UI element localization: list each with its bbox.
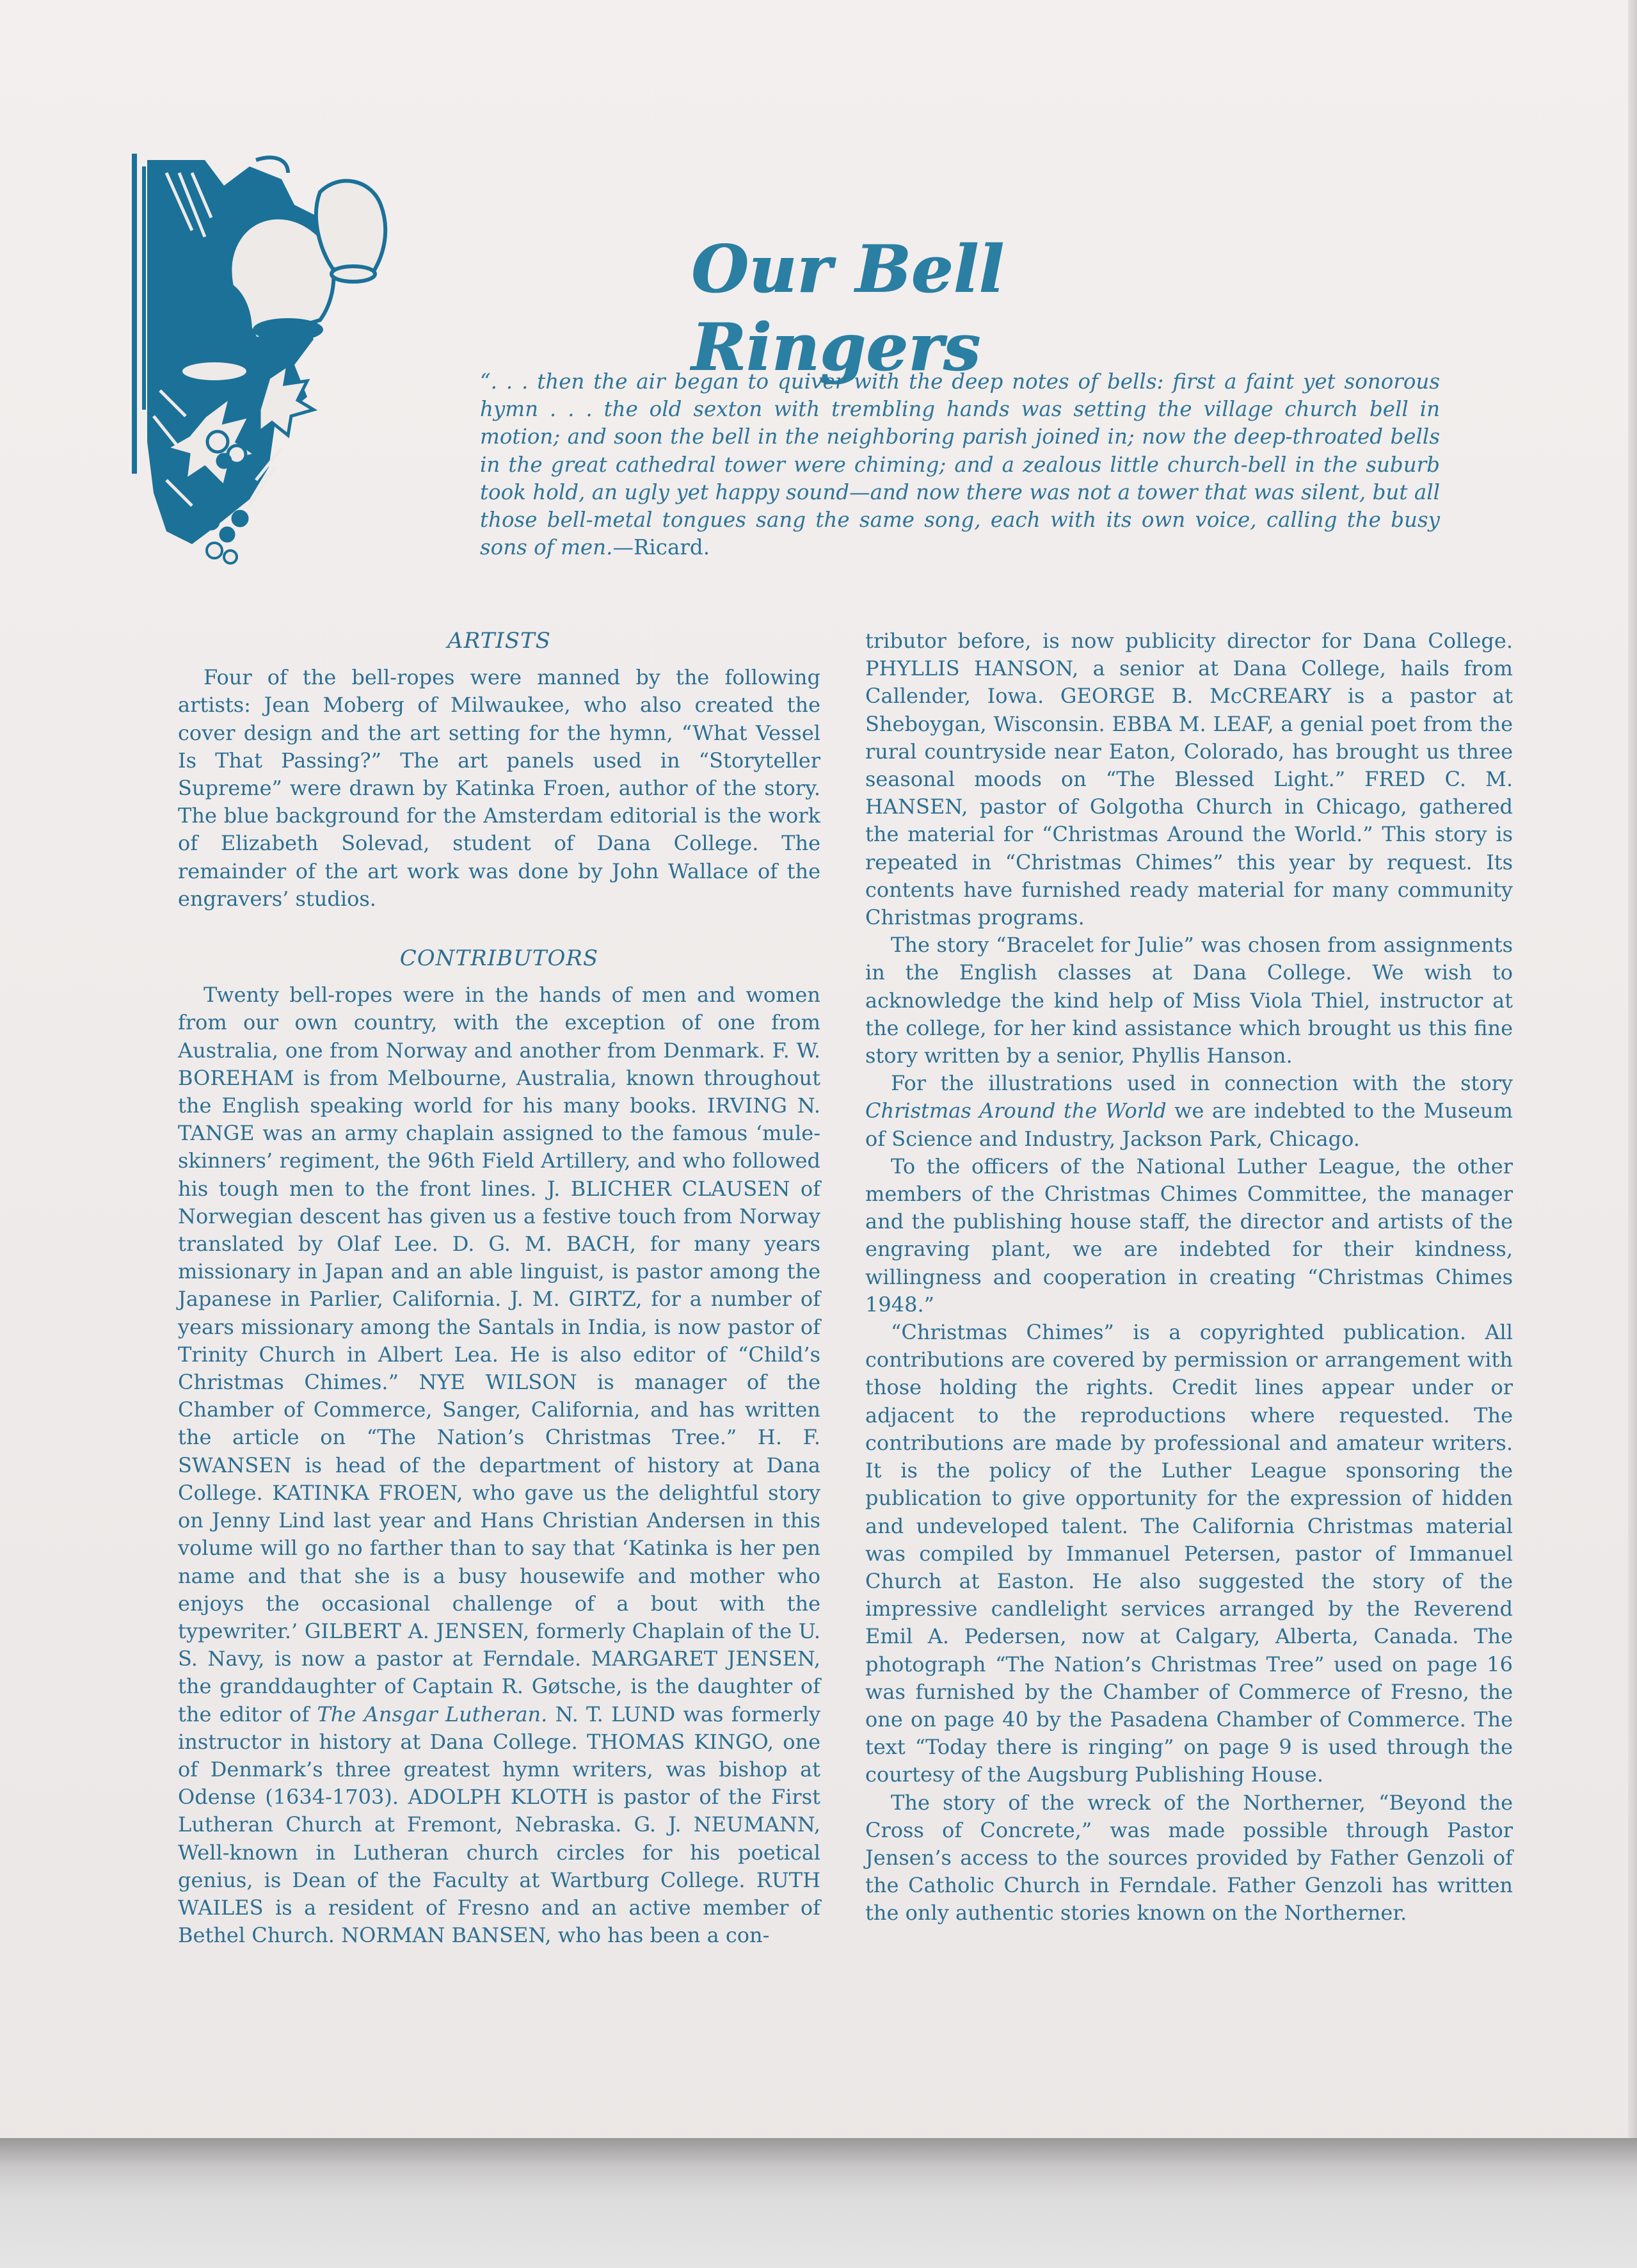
contributors-text-part2: N. T. LUND was formerly instructor in history at Dana College. THOMAS KINGO, one of Denmark’s three greatest hymn writers, was bishop at Odense (1634-1703). ADOLPH KLOTH is pastor of the First Lutheran Church at Fremont, Nebraska. G. J. NEUMANN, Well-known in Lutheran church circles for his poetical genius, is Dean of the Faculty at Wartburg College. RUTH WAILES is a resident of Fresno and an active member of Bethel Church. NORMAN BANSEN, who has been a con- <box>178 1701 821 1948</box>
right-column <box>865 627 1513 1927</box>
contributors-continuation: tributor before, is now publicity director for Dana College. PHYLLIS HANSON, a senior at Dana College, hails from Callender, Iowa. GEORGE B. McCREARY is a pastor at Sheboygan, Wisconsin. EBBA M. LEAF, a genial poet from the rural countryside near Eaton, Colorado, has brought us three seasonal moods on “The Blessed Light.” FRED C. M. HANSEN, pastor of Golgotha Church in Chicago, gathered the material for “Christmas Around the World.” This story is repeated in “Christmas Chimes” this year by request. Its contents have furnished ready material for many community Christmas programs. <box>865 629 1513 930</box>
illustrations-text-a: For the illustrations used in connection with the story <box>891 1071 1513 1096</box>
artists-heading: ARTISTS <box>447 628 551 654</box>
epigraph-quote: “. . . then the air began to quiver with the deep notes of bells: first a faint yet sonorous hymn . . . the old sexton with trembling hands was setting the village church bell in motion; and soon the bell in the neighboring parish joined in; now the deep-throated bells in the great cathedral tower were chiming; and a zealous little church-bell in the suburb took hold, an ugly yet happy sound—and now there was not a tower that was silent, but all those bell-metal tongues sang the same song, each with its own voice, calling the busy sons of men. <box>480 369 1440 560</box>
copyright-paragraph: “Christmas Chimes” is a copyrighted publication. All contributions are covered by permission or arrangement with those holding the rights. Credit lines appear under or adjacent to the reproductions where requested. The contributions are made by professional and amateur writers. It is the policy of the Luther League sponsoring the publication to give opportunity for the expression of hidden and undeveloped talent. The California Christmas material was compiled by Immanuel Petersen, pastor of Immanuel Church at Easton. He also suggested the story of the impressive candlelight services arranged by the Reverend Emil A. Pedersen, now at Calgary, Alberta, Canada. The photograph “The Nation’s Christmas Tree” used on page 16 was furnished by the Chamber of Commerce of Fresno, the one on page 40 by the Pasadena Chamber of Commerce. The text “Today there is ringing” on page 9 is used through the courtesy of the Augsburg Publishing House. <box>865 1320 1513 1787</box>
scan-shadow <box>0 2138 1637 2268</box>
section-divider <box>178 913 820 945</box>
christmas-around-the-world-title: Christmas Around the World <box>865 1098 1167 1123</box>
page-title: Our Bell Ringers <box>691 231 1004 387</box>
illustrations-text-b: we are indebted to the Museum of Science and Industry, Jackson Park, Chicago. <box>865 1098 1513 1151</box>
contributors-heading: CONTRIBUTORS <box>399 945 599 972</box>
contributors-text-part1: Twenty bell-ropes were in the hands of men and women from our own country, with the exception of one from Australia, one from Norway and another from Denmark. F. W. BOREHAM is from Melbourne, Australia, known throughout the English speaking world for his many books. IRVING N. TANGE was an army chaplain assigned to the famous ‘mule-skinners’ regiment, the 96th Field Artillery, and who followed his tough men to the front lines. J. BLICHER CLAUSEN of Norwegian descent has given us a festive touch from Norway translated by Olaf Lee. D. G. M. BACH, for many years missionary in Japan and an able linguist, is pastor among the Japanese in Parlier, California. J. M. GIRTZ, for a number of years missionary among the Santals in India, is now pastor of Trinity Church in Albert Lea. He is also editor of “Child’s Christmas Chimes.” NYE WILSON is manager of the Chamber of Commerce, Sanger, California, and has written the article on “The Nation’s Christmas Tree.” H. F. SWANSEN is head of the department of history at Dana College. KATINKA FROEN, who gave us the delightful story on Jenny Lind last year and Hans Christian Andersen in this volume will go no farther than to say that ‘Katinka is her pen name and that she is a busy housewife and mother who enjoys the occasional challenge of a bout with the typewriter.’ GILBERT A. JENSEN, formerly Chaplain of the U. S. Navy, is now a pastor at Ferndale. MARGARET JENSEN, the granddaughter of Captain R. Gøtsche, is the daughter of the editor of <box>178 983 820 1726</box>
page-edge <box>1628 0 1637 2138</box>
contributors-paragraph <box>178 981 820 1949</box>
illustrations-paragraph <box>865 1070 1513 1153</box>
ansgar-lutheran-title: The Ansgar Lutheran. <box>317 1701 548 1726</box>
epigraph <box>480 368 1440 561</box>
artists-paragraph: Four of the bell-ropes were manned by the following artists: Jean Moberg of Milwaukee, who also created the cover design and the art setting for the hymn, “What Vessel Is That Passing?” The art panels used in “Storyteller Supreme” were drawn by Katinka Froen, author of the story. The blue background for the Amsterdam editorial is the work of Elizabeth Solevad, student of Dana College. The remainder of the art work was done by John Wallace of the engravers’ studios. <box>178 665 820 911</box>
bells-and-holly-icon <box>128 147 410 570</box>
left-column <box>178 627 820 1949</box>
northerner-paragraph: The story of the wreck of the Northerner, “Beyond the Cross of Concrete,” was made possible through Pastor Jensen’s access to the sources provided by Father Genzoli of the Catholic Church in Ferndale. Father Genzoli has written the only authentic stories known on the Northerner. <box>865 1790 1513 1926</box>
officers-paragraph: To the officers of the National Luther League, the other members of the Christmas Chimes Committee, the manager and the publishing house staff, the director and artists of the engraving plant, we are indebted for their kindness, willingness and cooperation in creating “Christmas Chimes 1948.” <box>865 1154 1513 1317</box>
epigraph-attribution: —Ricard. <box>612 535 710 560</box>
bracelet-paragraph: The story “Bracelet for Julie” was chosen from assignments in the English classes at Dana College. We wish to acknowledge the kind help of Miss Viola Thiel, instructor at the college, for her kind assistance which brought us this fine story written by a senior, Phyllis Hanson. <box>865 933 1513 1068</box>
